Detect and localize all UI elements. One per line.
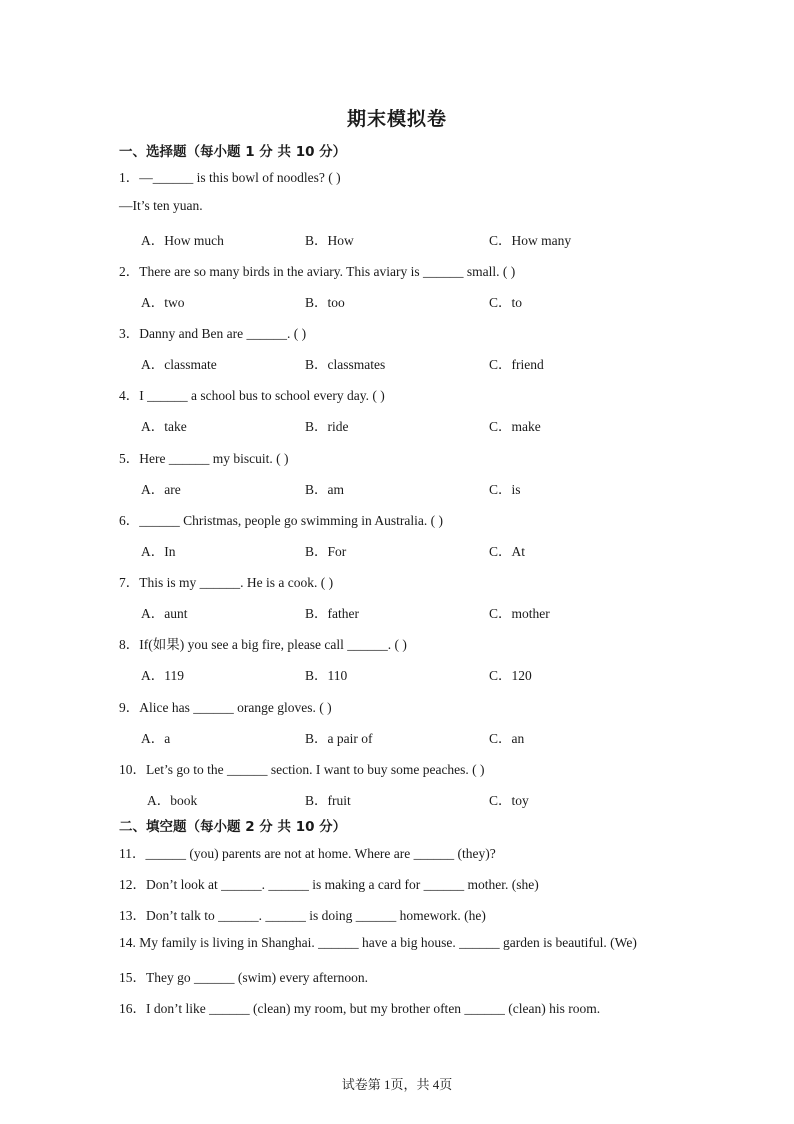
question-8-option-c: C．120 bbox=[489, 668, 532, 683]
question-2-option-c: C．to bbox=[489, 295, 523, 310]
question-1-option-a: A．How much bbox=[141, 233, 224, 248]
question-3-option-b: B．classmates bbox=[305, 357, 386, 372]
question-5-option-b: B．am bbox=[305, 482, 344, 497]
question-10-option-a: A．book bbox=[147, 793, 198, 808]
question-13: 13．Don’t talk to ______. ______ is doing ______ homework. (he) bbox=[119, 908, 486, 923]
question-8-option-a: A．119 bbox=[141, 668, 184, 683]
question-9-option-b: B．a pair of bbox=[305, 731, 373, 746]
question-9: 9．Alice has ______ orange gloves. ( ) bbox=[119, 700, 332, 715]
question-3-option-a: A．classmate bbox=[141, 357, 217, 372]
page-footer: 试卷第 1页，共 4页 bbox=[341, 1077, 453, 1092]
question-6: 6．______ Christmas, people go swimming in Australia. ( ) bbox=[119, 513, 443, 528]
question-6-option-a: A．In bbox=[141, 544, 176, 559]
section-heading-fill: 二、填空题（每小题 2 分 共 10 分） bbox=[119, 819, 347, 835]
question-6-option-b: B．For bbox=[305, 544, 347, 559]
question-16: 16．I don’t like ______ (clean) my room, but my brother often ______ (clean) his room. bbox=[119, 1001, 601, 1016]
question-5-option-a: A．are bbox=[141, 482, 181, 497]
question-8-option-b: B．110 bbox=[305, 668, 348, 683]
question-10-option-c: C．toy bbox=[489, 793, 529, 808]
question-7: 7．This is my ______. He is a cook. ( ) bbox=[119, 575, 334, 590]
question-14: 14. My family is living in Shanghai. ______ have a big house. ______ garden is beautiful. (We) bbox=[119, 935, 637, 950]
question-5-option-c: C．is bbox=[489, 482, 521, 497]
question-15: 15．They go ______ (swim) every afternoon. bbox=[119, 970, 368, 985]
question-1-option-c: C．How many bbox=[489, 233, 572, 248]
question-4: 4．I ______ a school bus to school every day. ( ) bbox=[119, 388, 385, 403]
question-3-option-c: C．friend bbox=[489, 357, 544, 372]
question-9-option-a: A．a bbox=[141, 731, 171, 746]
question-6-option-c: C．At bbox=[489, 544, 526, 559]
question-9-option-c: C．an bbox=[489, 731, 525, 746]
question-4-option-a: A．take bbox=[141, 419, 187, 434]
question-7-option-c: C．mother bbox=[489, 606, 550, 621]
question-4-option-c: C．make bbox=[489, 419, 541, 434]
question-2: 2．There are so many birds in the aviary. This aviary is ______ small. ( ) bbox=[119, 264, 516, 279]
question-3: 3．Danny and Ben are ______. ( ) bbox=[119, 326, 307, 341]
question-2-option-b: B．too bbox=[305, 295, 345, 310]
question-1: 1．—______ is this bowl of noodles? ( ) bbox=[119, 170, 341, 185]
page-title: 期末模拟卷 bbox=[346, 108, 447, 130]
question-10: 10．Let’s go to the ______ section. I want to buy some peaches. ( ) bbox=[119, 762, 485, 777]
question-10-option-b: B．fruit bbox=[305, 793, 351, 808]
section-heading-choice: 一、选择题（每小题 1 分 共 10 分） bbox=[119, 144, 347, 160]
question-2-option-a: A．two bbox=[141, 295, 185, 310]
question-1-answer: —It’s ten yuan. bbox=[119, 198, 203, 213]
question-8: 8．If(如果) you see a big fire, please call ______. ( ) bbox=[119, 637, 407, 652]
question-5: 5．Here ______ my biscuit. ( ) bbox=[119, 451, 289, 466]
question-7-option-b: B．father bbox=[305, 606, 359, 621]
question-4-option-b: B．ride bbox=[305, 419, 349, 434]
question-7-option-a: A．aunt bbox=[141, 606, 188, 621]
question-12: 12．Don’t look at ______. ______ is making a card for ______ mother. (she) bbox=[119, 877, 539, 892]
question-11: 11．______ (you) parents are not at home. Where are ______ (they)? bbox=[119, 846, 496, 861]
question-1-option-b: B．How bbox=[305, 233, 354, 248]
